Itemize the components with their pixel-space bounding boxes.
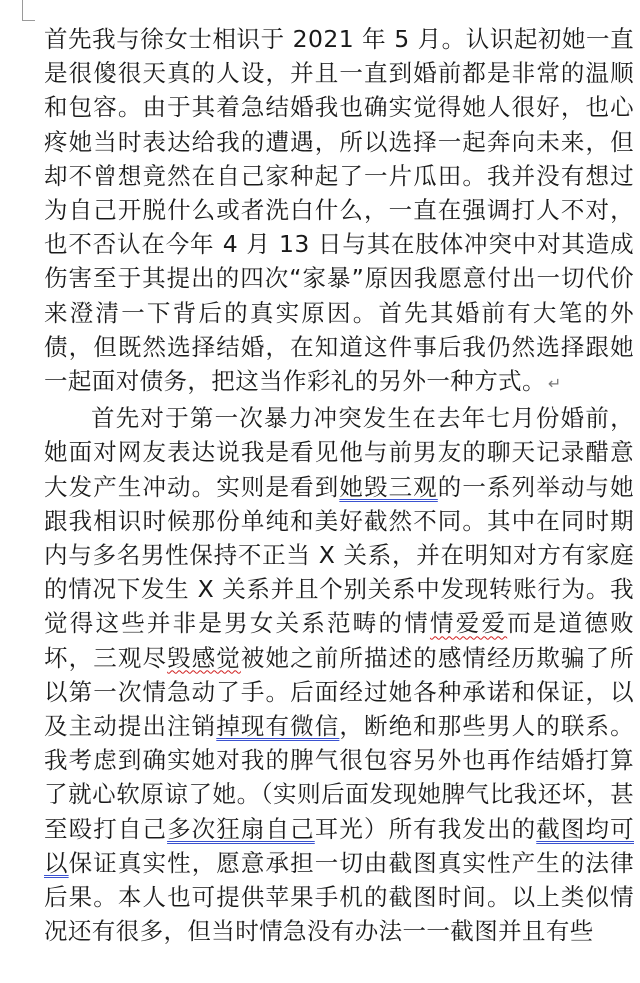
paragraph-mark-icon: ↵ bbox=[547, 374, 562, 394]
spelling-underline: 毁感觉 bbox=[167, 643, 241, 672]
paragraph-2-text-f: 耳光）所有我发出的 bbox=[314, 814, 537, 843]
paragraph-2-text-c: 而是道德败坏，三观尽 bbox=[44, 609, 635, 672]
grammar-underline: 多次狂扇自己 bbox=[167, 814, 315, 843]
paragraph-2-text-a: 首先对于第一次暴力冲突发生在去年七月份婚前，她面对网友表达说我是看见他与前男友的聊天记录醋意大发产生冲动。实则是看到 bbox=[44, 404, 634, 501]
grammar-underline: 截图均可以 bbox=[44, 814, 634, 877]
paragraph-1 bbox=[44, 22, 634, 401]
grammar-underline: 她毁三观 bbox=[339, 472, 438, 501]
spelling-underline: 情爱爱 bbox=[429, 609, 508, 638]
paragraph-2-text-g: 保证真实性，愿意承担一切由截图真实性产生的法律后果。本人也可提供苹果手机的截图时间。以上类似情况还有很多，但当时情急没有办法一一截图并且有些 bbox=[44, 848, 635, 946]
paragraph-2-text-d: 被她之前所描述的感情经历欺骗了所以第一次情急动了手。后面经过她各种承诺和保证，以及主动提出注销 bbox=[44, 643, 635, 741]
margin-corner-mark bbox=[22, 0, 35, 21]
paragraph-2-text-b: 的一系列举动与她跟我相识时候那份单纯和美好截然不同。其中在同时期内与多名男性保持不正当 X 关系，并在明知对方有家庭的情况下发生 X 关系并且个别关系中发现转账行为。我觉得这些并非是男女关系范畴的情 bbox=[44, 472, 634, 638]
paragraph-2 bbox=[44, 401, 634, 948]
paragraph-2-text-e: ，断绝和那些男人的联系。我考虑到确实她对我的脾气很包容另外也再作结婚打算了就心软原谅了她。（实则后面发现她脾气比我还坏，甚至殴打自己 bbox=[44, 712, 634, 843]
grammar-underline: 掉现有微信 bbox=[216, 712, 340, 741]
paragraph-1-text: 首先我与徐女士相识于 2021 年 5 月。认识起初她一直是很傻很天真的人设，并且一直到婚前都是非常的温顺和包容。由于其着急结婚我也确实觉得她人很好，也心疼她当时表达给我的遭遇，所以选择一起奔向未来，但却不曾想竟然在自己家种起了一片瓜田。我并没有想过为自己开脱什么或者洗白什么，一直在强调打人不对，也不否认在今年 4 月 13 日与其在肢体冲突中对其造成伤害至于其提出的四次“家暴”原因我愿意付出一切代价来澄清一下背后的真实原因。首先其婚前有大笔的外债，但既然选择结婚，在知道这件事后我仍然选择跟她一起面对债务，把这当作彩礼的另外一种方式。 bbox=[44, 25, 634, 396]
document-body bbox=[44, 22, 634, 948]
